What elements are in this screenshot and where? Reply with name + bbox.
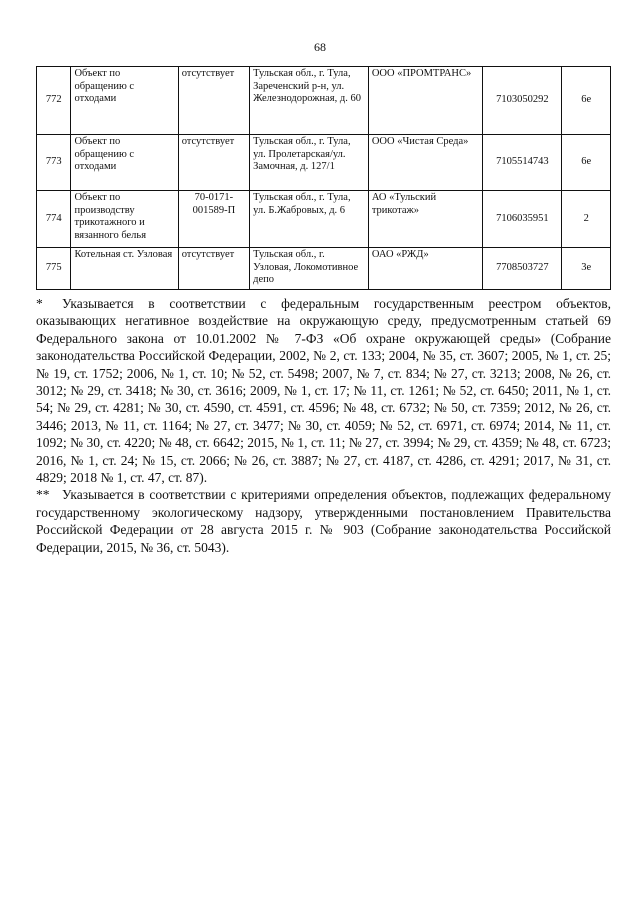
table-row	[37, 135, 611, 191]
footnote-text: Указывается в соответствии с критериями определения объектов, подлежащих федеральному государственному экологическому надзору, утвержденными постановлением Правительства Российской Федерации от 28 августа 2015 г. № 903 (Собрание законодательства Российской Федерации, 2015, № 36, ст. 5043).	[36, 487, 611, 555]
object-category: 6е	[562, 135, 611, 191]
footnote-mark: *	[36, 296, 43, 311]
object-code: 70-0171-001589-П	[178, 191, 249, 248]
object-inn: 7105514743	[483, 135, 562, 191]
object-code: отсутствует	[178, 135, 249, 191]
page-number: 68	[314, 40, 326, 54]
object-name: Объект по обращению с отходами	[71, 135, 178, 191]
object-address: Тульская обл., г. Узловая, Локомотивное депо	[250, 248, 369, 290]
object-address: Тульская обл., г. Тула, Зареченский р-н, ул. Железнодорожная, д. 60	[250, 67, 369, 135]
footnote-mark: **	[36, 487, 50, 503]
row-number: 773	[37, 135, 71, 191]
object-operator: ООО «Чистая Среда»	[368, 135, 482, 191]
object-operator: ООО «ПРОМТРАНС»	[368, 67, 482, 135]
object-inn: 7708503727	[483, 248, 562, 290]
object-address: Тульская обл., г. Тула, ул. Пролетарская/ул. Замочная, д. 127/1	[250, 135, 369, 191]
objects-table	[36, 66, 611, 290]
object-category: 6е	[562, 67, 611, 135]
footnote	[36, 486, 611, 556]
object-name: Объект по производству трикотажного и вязанного белья	[71, 191, 178, 248]
object-address: Тульская обл., г. Тула, ул. Б.Жабровых, д. 6	[250, 191, 369, 248]
row-number: 775	[37, 248, 71, 290]
row-number: 774	[37, 191, 71, 248]
object-inn: 7103050292	[483, 67, 562, 135]
object-category: 3е	[562, 248, 611, 290]
table-row	[37, 67, 611, 135]
object-name: Объект по обращению с отходами	[71, 67, 178, 135]
footnote	[36, 295, 611, 486]
row-number: 772	[37, 67, 71, 135]
object-inn: 7106035951	[483, 191, 562, 248]
object-code: отсутствует	[178, 248, 249, 290]
object-category: 2	[562, 191, 611, 248]
table-row	[37, 248, 611, 290]
footnotes	[36, 295, 611, 556]
object-operator: ОАО «РЖД»	[368, 248, 482, 290]
table-row	[37, 191, 611, 248]
footnote-text: Указывается в соответствии с федеральным государственным реестром объектов, оказывающих негативное воздействие на окружающую среду, предусмотренным статьей 69 Федерального закона от 10.01.2002 № 7-ФЗ «Об охране окружающей среды» (Собрание законодательства Российской Федерации, 2002, № 2, ст. 133; 2004, № 35, ст. 3607; 2005, № 1, ст. 25; № 19, ст. 1752; 2006, № 1, ст. 10; № 52, ст. 5498; 2007, № 7, ст. 834; № 27, ст. 3213; 2008, № 26, ст. 3012; № 29, ст. 3418; № 30, ст. 3616; 2009, № 1, ст. 17; № 11, ст. 1261; № 52, ст. 6450; 2011, № 1, ст. 54; № 29, ст. 4281; № 30, ст. 4590, ст. 4591, ст. 4596; № 48, ст. 6732; № 50, ст. 7359; 2012, № 26, ст. 3446; 2013, № 11, ст. 1164; № 27, ст. 3477; № 30, ст. 4059; № 52, ст. 6971, ст. 6974; 2014, № 11, ст. 1092; № 30, ст. 4220; № 48, ст. 6642; 2015, № 1, ст. 11; № 27, ст. 3994; № 29, ст. 4359; № 48, ст. 6723; 2016, № 1, ст. 24; № 15, ст. 2066; № 26, ст. 3887; № 27, ст. 4187, ст. 4286, ст. 4291; 2017, № 31, ст. 4829; 2018 № 1, ст. 47, ст. 87).	[36, 296, 611, 486]
object-code: отсутствует	[178, 67, 249, 135]
object-operator: АО «Тульский трикотаж»	[368, 191, 482, 248]
object-name: Котельная ст. Узловая	[71, 248, 178, 290]
